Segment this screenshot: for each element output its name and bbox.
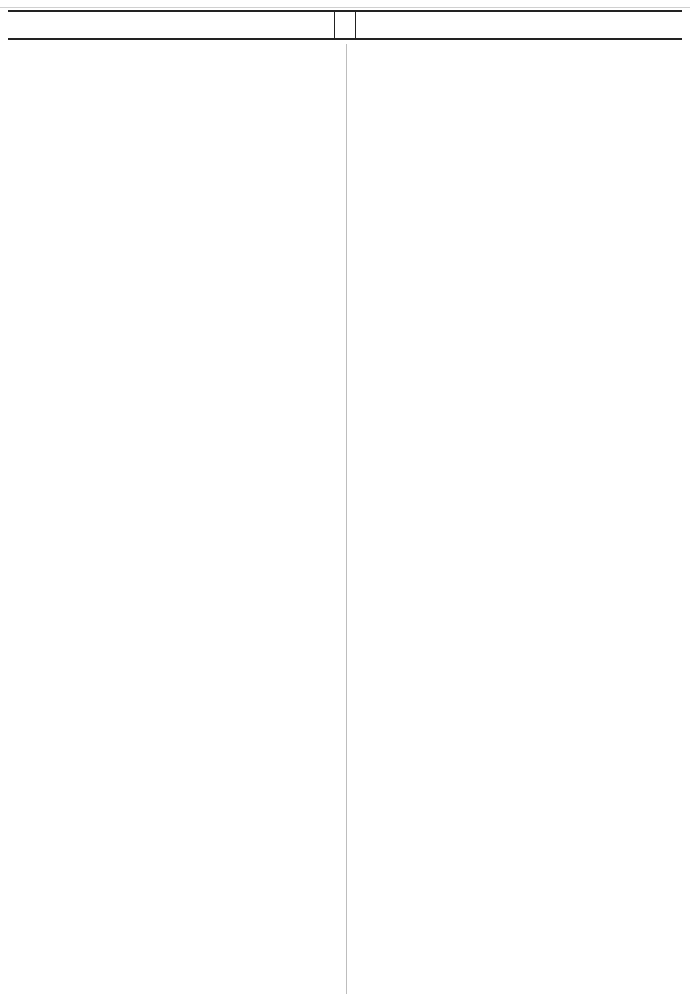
rampal-paragraph (10, 80, 340, 96)
matarbari-paragraph (10, 98, 340, 114)
lng-paragraph (352, 62, 682, 78)
headline-bar (8, 10, 682, 40)
article-body (10, 44, 682, 994)
previous-article-strip (0, 0, 690, 8)
intro-paragraph (10, 44, 340, 60)
next-article-strip (0, 994, 690, 999)
matarbari-continued-paragraph (352, 44, 682, 60)
rooppur-paragraph (10, 62, 340, 78)
headline (334, 11, 356, 39)
maheshkhali-paragraph (352, 98, 682, 114)
left-column (10, 44, 340, 994)
right-column (352, 44, 682, 994)
payra-paragraph (352, 80, 682, 96)
